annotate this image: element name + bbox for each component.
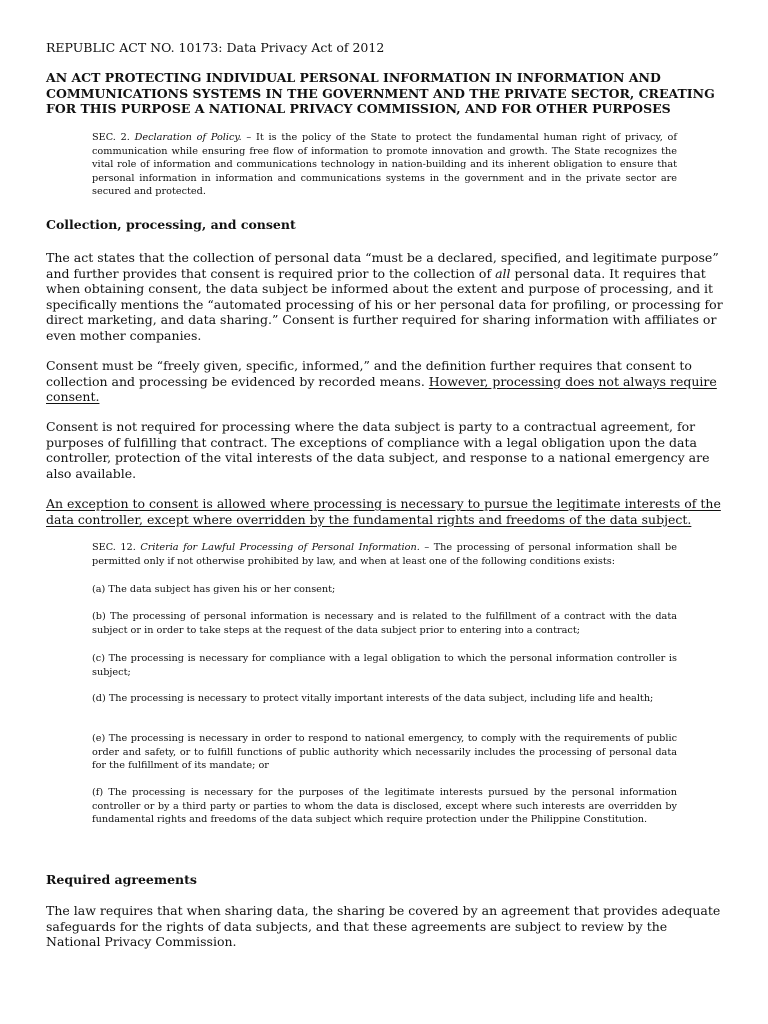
act-heading: AN ACT PROTECTING INDIVIDUAL PERSONAL INFORMATION IN INFORMATION AND COMMUNICATIONS SYSTEMS IN THE GOVERNMENT AND THE PRIVATE SECTOR, CREATING FOR THIS PURPOSE A NATIONAL PRIVACY COMMISSION, AND FOR OTHER PURPOSES bbox=[46, 70, 715, 116]
collection-p1-start: The act states that the collection of personal data “must be a declared, specified, and legitimate purpose” and further provides that consent is required prior to the collection of bbox=[46, 250, 719, 281]
document-title: REPUBLIC ACT NO. 10173: Data Privacy Act of 2012 bbox=[46, 40, 385, 55]
collection-p1-end: personal data. It requires that when obtaining consent, the data subject be informed about the extent and purpose of processing, and it specifically mentions the “automated processing of his or her personal data for profiling, or processing for direct marketing, and data sharing.” Consent is further required for sharing information with affiliates or even mother companies. bbox=[46, 265, 723, 343]
sec12-item-c: (c) The processing is necessary for compliance with a legal obligation to which the personal information controller is subject; bbox=[92, 653, 677, 678]
sec12-intro-text: – The processing of personal information shall be permitted only if not otherwise prohibited by law, and when at least one of the following conditions exists: bbox=[92, 542, 677, 567]
sec12-label: SEC. 12. bbox=[92, 542, 136, 553]
agreements-heading: Required agreements bbox=[46, 872, 197, 887]
collection-p1-emphasis: all bbox=[495, 265, 511, 281]
sec2-title: Declaration of Policy. bbox=[134, 132, 242, 143]
sec2-quote bbox=[92, 131, 677, 199]
collection-p2-start: Consent must be “freely given, specific, informed,” and the definition further requires that consent to collection and processing be evidenced by recorded means. bbox=[46, 358, 692, 389]
collection-paragraph-3: Consent is not required for processing where the data subject is party to a contractual agreement, for purposes of fulfilling that contract. The exceptions of compliance with a legal obligation upon the data controller, protection of the vital interests of the data subject, and response to a national emergency are also available. bbox=[46, 419, 710, 481]
collection-paragraph-4 bbox=[46, 496, 724, 527]
collection-heading: Collection, processing, and consent bbox=[46, 217, 296, 232]
sec12-intro bbox=[92, 541, 677, 568]
sec12-item-f: (f) The processing is necessary for the purposes of the legitimate interests pursued by the personal information controller or by a third party or parties to whom the data is disclosed, except where such interests are overridden by fundamental rights and freedoms of the data subject which require protection under the Philippine Constitution. bbox=[92, 787, 677, 826]
sec12-item-b: (b) The processing of personal information is necessary and is related to the fulfillment of a contract with the data subject or in order to take steps at the request of the data subject prior to entering into a contract; bbox=[92, 611, 677, 636]
sec12-item-a: (a) The data subject has given his or her consent; bbox=[92, 584, 336, 595]
sec12-item-d: (d) The processing is necessary to protect vitally important interests of the data subject, including life and health; bbox=[92, 693, 654, 704]
collection-paragraph-2 bbox=[46, 358, 724, 405]
sec12-item-e: (e) The processing is necessary in order to respond to national emergency, to comply with the requirements of public order and safety, or to fulfill functions of public authority which necessarily includes the processing of personal data for the fulfillment of its mandate; or bbox=[92, 733, 677, 772]
collection-p4-underlined: An exception to consent is allowed where processing is necessary to pursue the legitimate interests of the data controller, except where overridden by the fundamental rights and freedoms of the data subject. bbox=[46, 496, 721, 527]
collection-p2-underlined: However, processing does not always require consent. bbox=[46, 373, 717, 404]
collection-paragraph-1 bbox=[46, 250, 724, 343]
sec12-title: Criteria for Lawful Processing of Personal Information. bbox=[140, 542, 420, 553]
sec2-label: SEC. 2. bbox=[92, 132, 130, 143]
sec2-text: – It is the policy of the State to protect the fundamental human right of privacy, of communication while ensuring free flow of information to promote innovation and growth. The State recognizes the vital role of information and communications technology in nation-building and its inherent obligation to ensure that personal information in information and communications systems in the government and in the private sector are secured and protected. bbox=[92, 132, 677, 198]
agreements-paragraph: The law requires that when sharing data, the sharing be covered by an agreement that provides adequate safeguards for the rights of data subjects, and that these agreements are subject to review by the National Privacy Commission. bbox=[46, 903, 721, 949]
